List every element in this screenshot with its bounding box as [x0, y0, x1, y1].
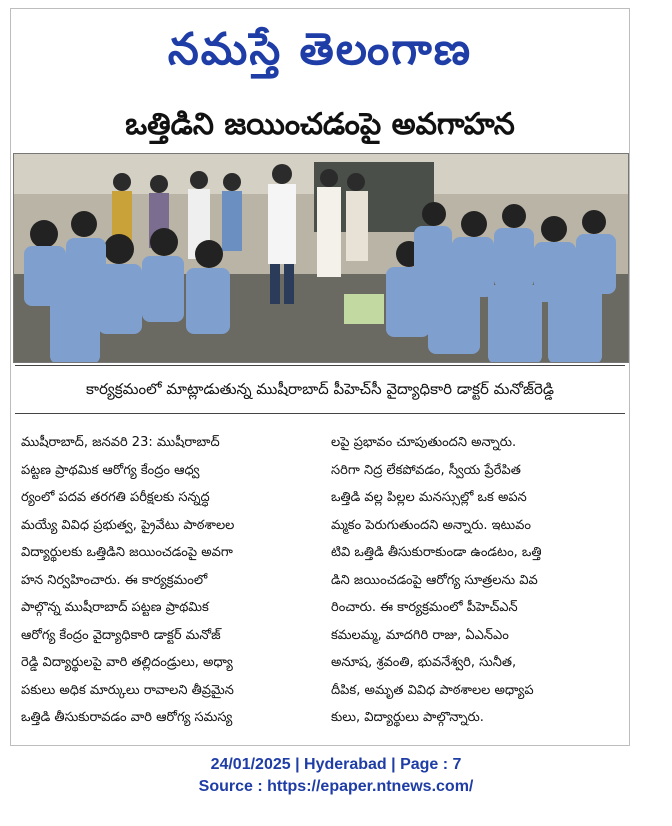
article-line: దీపిక, అమృత వివిధ పాఠశాలల అధ్యాప: [331, 682, 534, 698]
article-line: టివి ఒత్తిడి తీసుకురాకుండా ఉండటం, ఒత్తి: [331, 545, 542, 560]
article-line: పాల్గొన్న ముషీరాబాద్ పట్టణ ప్రాథమిక: [21, 600, 209, 615]
article-line: పకులు అధిక మార్కులు రావాలని తీవ్రమైన: [21, 682, 234, 698]
edition-date-page: 24/01/2025 | Hyderabad | Page : 7: [210, 756, 462, 773]
article-line: కమలమ్మ, మాదగిరి రాజు, ఏఎన్ఎం: [331, 627, 509, 643]
article-headline: ఒత్తిడిని జయించడంపై అవగాహన: [125, 107, 515, 142]
source-footer: [0, 754, 672, 798]
article-body: [21, 429, 619, 739]
article-line: ఆరోగ్య కేంద్రం వైద్యాధికారి డాక్టర్ మనోజ్: [21, 627, 221, 643]
article-line: ముషీరాబాద్, జనవరి 23: ముషీరాబాద్: [21, 435, 220, 450]
article-line: ర్యంలో పదవ తరగతి పరీక్షలకు సన్నద్ధ: [21, 490, 210, 505]
classroom-photo: [13, 153, 629, 363]
article-column-2: [331, 429, 619, 739]
article-line: డిని జయించడంపై ఆరోగ్య సూత్రలను వివ: [331, 572, 538, 588]
article-line: సరిగా నిద్ర లేకపోవడం, స్వీయ ప్రేరేపిత: [331, 462, 521, 478]
article-line: విద్యార్థులకు ఒత్తిడిని జయించడంపై అవగా: [21, 545, 233, 560]
article-line: రించారు. ఈ కార్యక్రమంలో పీహెచ్‌ఎన్: [331, 600, 518, 615]
article-line: రెడ్డి విద్యార్థులపై వారి తల్లిదండ్రులు, అధ్యా: [21, 655, 233, 670]
article-line: హన నిర్వహించారు. ఈ కార్యక్రమంలో: [21, 572, 208, 588]
photo-caption: కార్యక్రమంలో మాట్లాడుతున్న ముషీరాబాద్ పీహెచ్‌సీ వైద్యాధికారి డాక్టర్ మనోజ్‌రెడ్డి: [15, 365, 625, 414]
article-column-1: [21, 429, 309, 739]
article-line: మయ్యే వివిధ ప్రభుత్వ, ప్రైవేటు పాఠశాలల: [21, 517, 235, 533]
article-line: ఒత్తిడి తీసుకురావడం వారి ఆరోగ్య సమస్య: [21, 710, 233, 725]
article-line: ఒత్తిడి వల్ల పిల్లల మనస్సుల్లో ఒక అపన: [331, 490, 527, 505]
newspaper-masthead: నమస్తే తెలంగాణ: [167, 24, 473, 75]
newspaper-clipping: [10, 8, 630, 746]
article-line: అనూష, శ్రవంతి, భువనేశ్వరి, సునీత,: [331, 655, 517, 670]
classroom-photo-illustration: [14, 154, 629, 363]
article-line: మ్మకం పెరుగుతుందని అన్నారు. ఇటువం: [331, 517, 531, 533]
article-line: పట్టణ ప్రాథమిక ఆరోగ్య కేంద్రం ఆధ్వ: [21, 462, 200, 478]
article-line: లపై ప్రభావం చూపుతుందని అన్నారు.: [331, 435, 517, 450]
source-url[interactable]: Source : https://epaper.ntnews.com/: [198, 778, 474, 795]
article-line: కులు, విద్యార్థులు పాల్గొన్నారు.: [331, 710, 484, 725]
